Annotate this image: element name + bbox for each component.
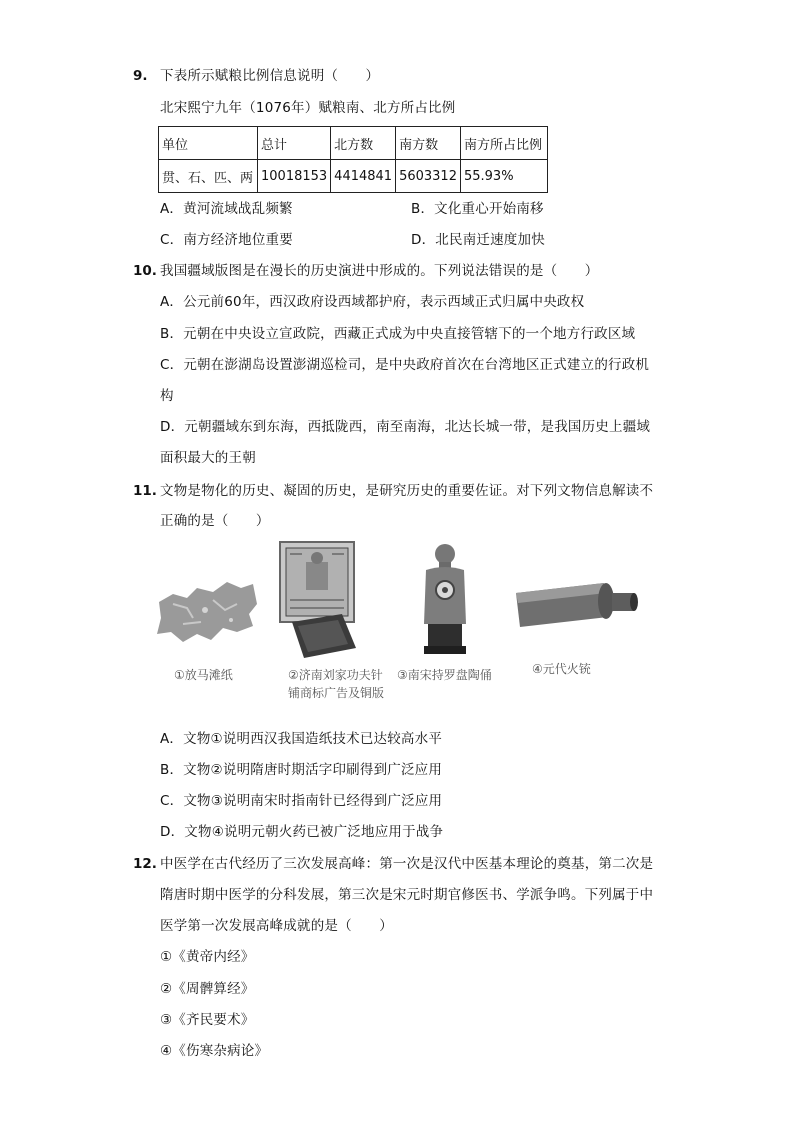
question-11-option-c[interactable]: C．文物③说明南宋时指南针已经得到广泛应用 bbox=[160, 793, 443, 809]
question-12-item-4: ④《伤寒杂病论》 bbox=[160, 1043, 269, 1059]
artifact-1-caption: ①放马滩纸 bbox=[174, 668, 233, 682]
question-10-stem: 我国疆域版图是在漫长的历史演进中形成的。下列说法错误的是（ ） bbox=[160, 263, 599, 279]
table-header-cell: 总计 bbox=[258, 127, 331, 160]
artifact-3-caption: ③南宋持罗盘陶俑 bbox=[397, 668, 492, 682]
question-12-stem-cont-2: 医学第一次发展高峰成就的是（ ） bbox=[160, 918, 393, 934]
question-11-option-d[interactable]: D．文物④说明元朝火药已被广泛地应用于战争 bbox=[160, 824, 444, 840]
question-11-option-a[interactable]: A．文物①说明西汉我国造纸技术已达较高水平 bbox=[160, 731, 443, 747]
question-12-item-1: ①《黄帝内经》 bbox=[160, 949, 255, 965]
question-10-number: 10. bbox=[133, 263, 157, 279]
yuan-cannon-image bbox=[512, 575, 642, 635]
table-cell: 5603312 bbox=[396, 160, 461, 193]
question-11-stem-cont: 正确的是（ ） bbox=[160, 513, 270, 529]
question-9-stem: 下表所示赋粮比例信息说明（ ） bbox=[160, 68, 380, 84]
question-12-item-2: ②《周髀算经》 bbox=[160, 981, 255, 997]
compass-figurine-image bbox=[412, 540, 478, 660]
question-9-number: 9. bbox=[133, 68, 148, 84]
question-12-stem: 中医学在古代经历了三次发展高峰：第一次是汉代中医基本理论的奠基，第二次是 bbox=[160, 856, 654, 872]
artifact-2-caption: ②济南刘家功夫针铺商标广告及铜版 bbox=[288, 668, 385, 700]
table-cell: 55.93% bbox=[460, 160, 547, 193]
paper-fragment-image bbox=[153, 574, 259, 646]
question-9-option-c[interactable]: C．南方经济地位重要 bbox=[160, 232, 293, 248]
question-10-option-a[interactable]: A．公元前60年，西汉政府设西域都护府，表示西域正式归属中央政权 bbox=[160, 294, 585, 310]
table-header-row bbox=[159, 127, 548, 160]
table-cell: 4414841 bbox=[331, 160, 396, 193]
table-header-cell: 北方数 bbox=[331, 127, 396, 160]
question-11-option-b[interactable]: B．文物②说明隋唐时期活字印刷得到广泛应用 bbox=[160, 762, 443, 778]
question-11-number: 11. bbox=[133, 483, 157, 499]
table-header-cell: 南方所占比例 bbox=[460, 127, 547, 160]
question-10-option-c-cont[interactable]: 构 bbox=[160, 388, 174, 404]
question-10-option-b[interactable]: B．元朝在中央设立宣政院，西藏正式成为中央直接管辖下的一个地方行政区域 bbox=[160, 326, 636, 342]
question-12-stem-cont-1: 隋唐时期中医学的分科发展，第三次是宋元时期官修医书、学派争鸣。下列属于中 bbox=[160, 887, 654, 903]
question-10-option-c[interactable]: C．元朝在澎湖岛设置澎湖巡检司，是中央政府首次在台湾地区正式建立的行政机 bbox=[160, 357, 650, 373]
table-cell: 贯、石、匹、两 bbox=[159, 160, 258, 193]
table-header-cell: 南方数 bbox=[396, 127, 461, 160]
copper-printing-plate-image bbox=[272, 540, 362, 660]
question-9-option-d[interactable]: D．北民南迁速度加快 bbox=[411, 232, 545, 248]
question-12-item-3: ③《齐民要术》 bbox=[160, 1012, 255, 1028]
question-12-number: 12. bbox=[133, 856, 157, 872]
question-11-stem: 文物是物化的历史、凝固的历史，是研究历史的重要佐证。对下列文物信息解读不 bbox=[160, 483, 654, 499]
question-10-option-d-cont[interactable]: 面积最大的王朝 bbox=[160, 450, 256, 466]
artifact-4-caption: ④元代火铳 bbox=[532, 662, 591, 676]
table-row bbox=[159, 160, 548, 193]
question-10-option-d[interactable]: D．元朝疆域东到东海，西抵陇西，南至南海，北达长城一带，是我国历史上疆域 bbox=[160, 419, 651, 435]
question-9-option-a[interactable]: A．黄河流域战乱频繁 bbox=[160, 201, 293, 217]
question-9-option-b[interactable]: B．文化重心开始南移 bbox=[411, 201, 544, 217]
table-cell: 10018153 bbox=[258, 160, 331, 193]
tax-grain-table bbox=[158, 126, 548, 193]
question-9-table-title: 北宋熙宁九年（1076年）赋粮南、北方所占比例 bbox=[160, 100, 456, 116]
table-header-cell: 单位 bbox=[159, 127, 258, 160]
